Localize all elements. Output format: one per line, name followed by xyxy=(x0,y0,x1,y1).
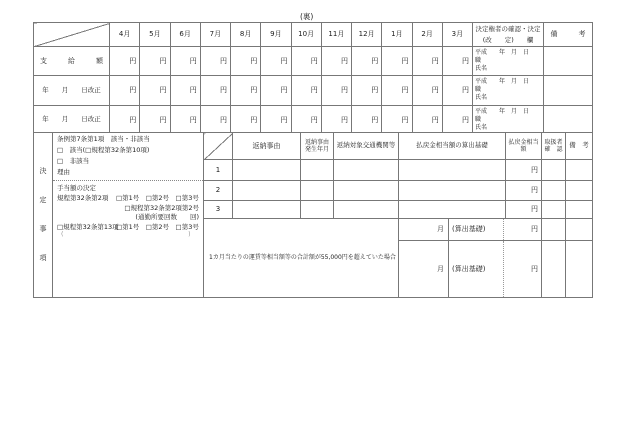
row-number: 1 xyxy=(204,160,233,181)
row-number: 3 xyxy=(204,201,233,219)
remarks-cell xyxy=(544,47,593,76)
post-label: 職 xyxy=(475,115,482,123)
amount-cell: 円 xyxy=(412,47,442,76)
handler-confirm-cell xyxy=(542,181,566,201)
clause-checkboxes: □第1号 □第2号 □第3号 xyxy=(116,194,199,202)
amount-cell: 円 xyxy=(140,76,170,105)
amount-cell: 円 xyxy=(412,76,442,105)
calc-basis-cell xyxy=(399,201,506,219)
handler-confirm-cell xyxy=(542,219,566,241)
name-label: 氏名 xyxy=(475,65,488,73)
refund-reason-header: 返納事由 xyxy=(233,133,301,160)
amount-cell: 円 xyxy=(261,47,291,76)
calc-basis-inline-label: (算出基礎) xyxy=(452,225,486,234)
month-header: 6月 xyxy=(170,23,200,47)
post-label: 職 xyxy=(475,86,482,94)
remarks-cell xyxy=(544,76,593,105)
section-side-label xyxy=(34,133,53,298)
amount-cell: 円 xyxy=(321,76,351,105)
calc-basis-cell xyxy=(399,160,506,181)
post-label: 職 xyxy=(475,57,482,65)
amount-cell: 円 xyxy=(200,105,230,134)
subclause-checkbox: □規程第32条第2項第2号 xyxy=(124,204,199,212)
calc-basis-amount-cell xyxy=(449,219,542,241)
checkbox-applicable: □ 該当(□規程第32条第10項) xyxy=(57,146,150,154)
name-label: 氏名 xyxy=(475,94,488,102)
checkbox-not-applicable: □ 非該当 xyxy=(57,157,90,165)
era-date-line: 平成 年 月 日 xyxy=(475,49,530,56)
side-label-char: 定 xyxy=(39,196,47,205)
month-header: 9月 xyxy=(261,23,291,47)
amount-cell: 円 xyxy=(110,47,140,76)
era-date-line: 平成 年 月 日 xyxy=(475,107,530,115)
amount-cell: 円 xyxy=(291,76,321,105)
handler-confirm-cell xyxy=(542,241,566,298)
amount-cell: 円 xyxy=(382,47,412,76)
calc-basis-cell xyxy=(399,181,506,201)
month-header: 4月 xyxy=(110,23,140,47)
month-header: 11月 xyxy=(321,23,351,47)
refund-remarks-cell xyxy=(566,201,593,219)
refund-reason-cell xyxy=(233,160,301,181)
amount-cell: 円 xyxy=(170,76,200,105)
calc-basis-amount-cell xyxy=(449,241,542,298)
refund-transport-cell xyxy=(334,201,399,219)
name-label: 氏名 xyxy=(475,123,488,131)
refund-occur-cell xyxy=(301,160,334,181)
handler-confirm-header xyxy=(542,133,566,160)
row-label-revision-2: 年 月 日改正 xyxy=(34,105,110,134)
amount-cell: 円 xyxy=(321,105,351,134)
refund-amount-cell: 円 xyxy=(506,181,542,201)
calc-basis-inline-label: (算出基礎) xyxy=(452,264,486,273)
refund-amount-header: 払戻金相当額 xyxy=(506,133,542,160)
amount-cell: 円 xyxy=(261,105,291,134)
refund-occur-line1: 返納事由 xyxy=(304,138,329,146)
clause13-checkboxes: □第1号 □第2号 □第3号 xyxy=(116,223,199,231)
handler-confirm-cell xyxy=(542,201,566,219)
amount-cell: 円 xyxy=(291,47,321,76)
amount-cell: 円 xyxy=(200,76,230,105)
side-label-chars xyxy=(34,135,52,296)
refund-reason-cell xyxy=(233,201,301,219)
refund-transport-cell xyxy=(334,160,399,181)
amount-cell: 円 xyxy=(140,47,170,76)
amount-cell: 円 xyxy=(321,47,351,76)
corner-cell xyxy=(34,23,110,47)
amount-cell: 円 xyxy=(352,47,382,76)
refund-remarks-header: 備 考 xyxy=(566,133,593,160)
amount-cell: 円 xyxy=(382,105,412,134)
amount-cell: 円 xyxy=(170,47,200,76)
amount-cell: 円 xyxy=(170,105,200,134)
amount-cell: 円 xyxy=(352,105,382,134)
side-label-char: 項 xyxy=(39,254,47,263)
month-header: 1月 xyxy=(382,23,412,47)
month-header: 10月 xyxy=(291,23,321,47)
row-label-revision-1: 年 月 日改正 xyxy=(34,76,110,105)
amount-cell: 円 xyxy=(261,76,291,105)
amount-cell: 円 xyxy=(231,105,261,134)
subclause-note: (通勤所要回数 回) xyxy=(135,213,199,221)
allowance-title: 手当額の決定 xyxy=(57,184,96,192)
clause-label: 規程第32条第2項 xyxy=(57,194,109,202)
refund-occur-line2: 発生年月 xyxy=(304,146,329,153)
amount-cell: 円 xyxy=(442,105,472,134)
amount-cell: 円 xyxy=(200,47,230,76)
month-header: 8月 xyxy=(231,23,261,47)
handler-confirm-cell xyxy=(542,160,566,181)
amount-cell: 円 xyxy=(412,105,442,134)
decision-confirm-cell xyxy=(473,76,544,105)
decision-items-table xyxy=(33,132,593,298)
dotted-column-divider xyxy=(503,219,504,240)
month-value-cell: 月 xyxy=(399,219,449,241)
yen-label: 円 xyxy=(531,264,538,273)
decision-authority-header xyxy=(473,23,544,47)
open-paren-mark: ( xyxy=(61,230,64,238)
amount-cell: 円 xyxy=(382,76,412,105)
side-label-char: 決 xyxy=(39,167,47,176)
side-label-char: 事 xyxy=(39,225,47,234)
amount-cell: 円 xyxy=(110,76,140,105)
amount-cell: 円 xyxy=(110,105,140,134)
decision-confirm-cell xyxy=(473,47,544,76)
close-paren-mark: ) xyxy=(188,230,191,238)
refund-amount-cell: 円 xyxy=(506,160,542,181)
era-date-line: 平成 年 月 日 xyxy=(475,78,530,86)
refund-remarks-cell xyxy=(566,219,593,241)
month-header: 5月 xyxy=(140,23,170,47)
remarks-cell xyxy=(544,105,593,134)
decision-confirm-cell xyxy=(473,105,544,134)
refund-remarks-cell xyxy=(566,241,593,298)
decision-authority-line1: 決定権者の確認・決定 xyxy=(475,25,541,34)
month-header: 2月 xyxy=(412,23,442,47)
decision-detail-panel xyxy=(53,133,204,298)
remarks-header: 備 考 xyxy=(544,23,593,47)
row-number: 2 xyxy=(204,181,233,201)
refund-remarks-cell xyxy=(566,181,593,201)
amount-cell: 円 xyxy=(140,105,170,134)
refund-occur-cell xyxy=(301,181,334,201)
row-label-payment-amount: 支 給 額 xyxy=(34,47,110,76)
amount-cell: 円 xyxy=(352,76,382,105)
month-header: 7月 xyxy=(200,23,230,47)
handler-line2: 確 認 xyxy=(544,146,563,153)
refund-transport-header: 返納対象交通機関等 xyxy=(334,133,399,160)
clause13-label: □規程第32条第13項 xyxy=(57,223,119,231)
payment-table xyxy=(33,22,593,135)
refund-occur-header xyxy=(301,133,334,160)
handler-line1: 取扱者 xyxy=(544,138,563,146)
reason-label: 理由 xyxy=(57,168,70,176)
decision-authority-line2: (改 定) 欄 xyxy=(482,35,534,44)
refund-corner-cell xyxy=(204,133,233,160)
month-value-cell: 月 xyxy=(399,241,449,298)
dotted-column-divider xyxy=(503,241,504,297)
amount-cell: 円 xyxy=(291,105,321,134)
over-limit-note: 1カ月当たりの運賃等相当額等の合計額が55,000円を超えていた場合 xyxy=(204,219,399,298)
refund-remarks-cell xyxy=(566,160,593,181)
amount-cell: 円 xyxy=(231,47,261,76)
refund-amount-cell: 円 xyxy=(506,201,542,219)
dotted-divider xyxy=(53,180,203,181)
eligibility-title: 条例第7条第1項 該当・非該当 xyxy=(57,135,150,143)
page-side-label: (裏) xyxy=(300,12,314,21)
month-header: 3月 xyxy=(442,23,472,47)
calc-basis-header: 払戻金相当額の算出基礎 xyxy=(399,133,506,160)
yen-label: 円 xyxy=(531,225,538,234)
month-header: 12月 xyxy=(352,23,382,47)
refund-occur-cell xyxy=(301,201,334,219)
amount-cell: 円 xyxy=(442,47,472,76)
refund-reason-cell xyxy=(233,181,301,201)
amount-cell: 円 xyxy=(231,76,261,105)
amount-cell: 円 xyxy=(442,76,472,105)
refund-transport-cell xyxy=(334,181,399,201)
